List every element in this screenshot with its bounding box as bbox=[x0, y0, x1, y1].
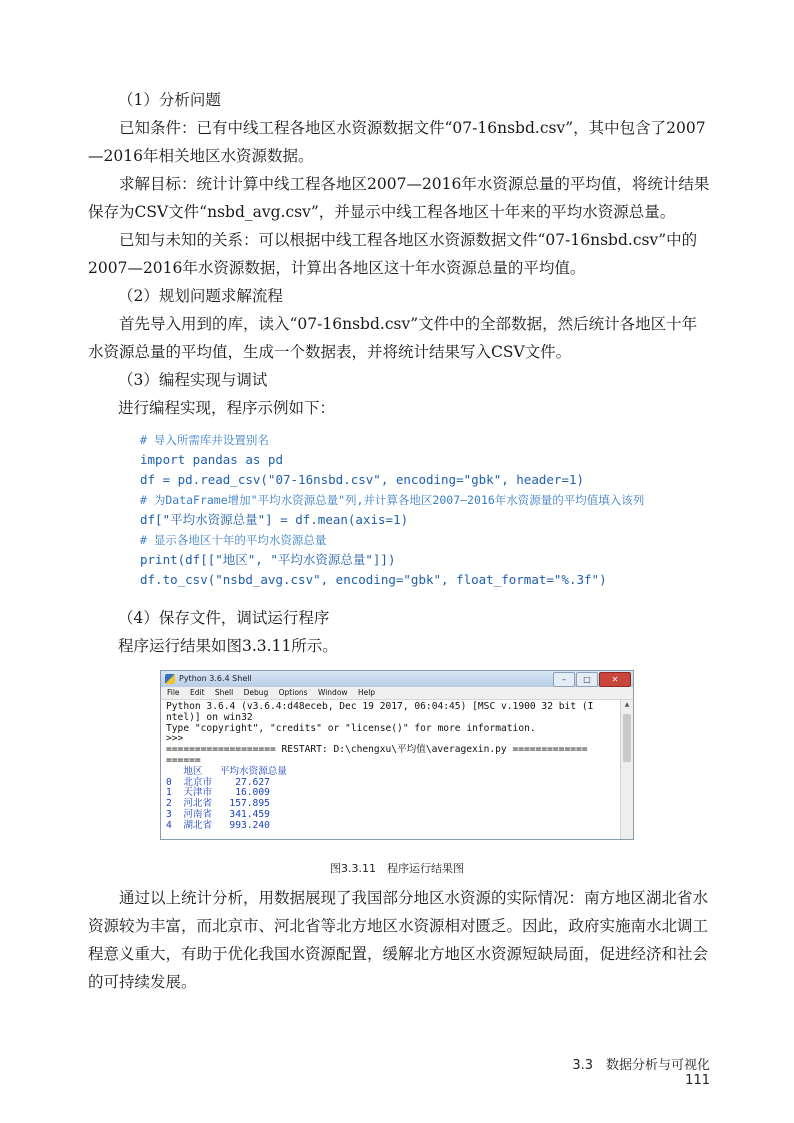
shell-menubar bbox=[161, 687, 633, 700]
shell-title: Python 3.6.4 Shell bbox=[179, 674, 252, 683]
known-conditions-paragraph: 已知条件：已有中线工程各地区水资源数据文件“07-16nsbd.csv”，其中包含了2007—2016年相关地区水资源数据。 bbox=[88, 119, 706, 165]
python-logo-icon bbox=[165, 674, 175, 684]
section-3-heading: （3）编程实现与调试 bbox=[118, 371, 268, 389]
shell-output-row: 2 河北省 157.895 bbox=[166, 798, 270, 810]
shell-output-row: 3 河南省 341.459 bbox=[166, 808, 270, 820]
scroll-thumb[interactable] bbox=[623, 714, 631, 762]
shell-line: =================== RESTART: D:\chengxu\平均值\averagexin.py ============= bbox=[166, 744, 588, 756]
conclusion-paragraph: 通过以上统计分析，用数据展现了我国部分地区水资源的实际情况：南方地区湖北省水资源较为丰富，而北京市、河北省等北方地区水资源相对匮乏。因此，政府实施南水北调工程意义重大，有助于优化我国水资源配置，缓解北方地区水资源短缺局面，促进经济和社会的可持续发展。 bbox=[88, 889, 709, 991]
shell-output-row: 0 北京市 27.627 bbox=[166, 776, 270, 788]
menu-edit[interactable]: Edit bbox=[189, 688, 205, 697]
close-button[interactable]: ✕ bbox=[599, 672, 631, 687]
code-comment: # 显示各地区十年的平均水资源总量 bbox=[140, 533, 327, 547]
shell-line: Python 3.6.4 (v3.6.4:d48eceb, Dec 19 2017, 06:04:45) [MSC v.1900 32 bit (I bbox=[166, 701, 594, 712]
shell-titlebar[interactable] bbox=[161, 671, 633, 687]
menu-debug[interactable]: Debug bbox=[243, 688, 269, 697]
minimize-button[interactable]: – bbox=[553, 672, 575, 687]
menu-shell[interactable]: Shell bbox=[214, 688, 234, 697]
code-comment: # 导入所需库并设置别名 bbox=[140, 433, 269, 447]
code-line: df.to_csv("nsbd_avg.csv", encoding="gbk", float_format="%.3f") bbox=[140, 572, 607, 587]
shell-output-header: 地区 平均水资源总量 bbox=[166, 765, 287, 777]
shell-line: Type "copyright", "credits" or "license()" for more information. bbox=[166, 722, 536, 734]
solve-goal-paragraph: 求解目标：统计计算中线工程各地区2007—2016年水资源总量的平均值，将统计结果保存为CSV文件“nsbd_avg.csv”，并显示中线工程各地区十年来的平均水资源总量。 bbox=[88, 175, 710, 221]
result-intro: 程序运行结果如图3.3.11所示。 bbox=[118, 637, 338, 655]
shell-prompt: >>> bbox=[166, 733, 184, 745]
flow-paragraph: 首先导入用到的库，读入“07-16nsbd.csv”文件中的全部数据，然后统计各地区十年水资源总量的平均值，生成一个数据表，并将统计结果写入CSV文件。 bbox=[88, 315, 698, 361]
code-line: print(df[["地区", "平均水资源总量"]]) bbox=[140, 552, 396, 567]
menu-file[interactable]: File bbox=[167, 688, 180, 697]
shell-output-row: 1 天津市 16.009 bbox=[166, 787, 270, 799]
section-2-heading: （2）规划问题求解流程 bbox=[118, 287, 283, 305]
shell-output-area[interactable] bbox=[161, 700, 621, 839]
code-line: df["平均水资源总量"] = df.mean(axis=1) bbox=[140, 512, 409, 527]
program-intro: 进行编程实现，程序示例如下： bbox=[118, 399, 336, 417]
vertical-scrollbar[interactable] bbox=[620, 700, 633, 839]
code-block bbox=[140, 430, 720, 590]
shell-output-row: 4 湖北省 993.240 bbox=[166, 819, 270, 831]
menu-window[interactable]: Window bbox=[317, 688, 348, 697]
menu-options[interactable]: Options bbox=[278, 688, 308, 697]
menu-help[interactable]: Help bbox=[357, 688, 376, 697]
section-1-heading: （1）分析问题 bbox=[118, 91, 221, 109]
window-controls bbox=[552, 672, 631, 686]
python-shell-window bbox=[160, 670, 634, 840]
shell-line: ====== bbox=[166, 754, 201, 766]
maximize-button[interactable]: □ bbox=[576, 672, 598, 687]
section-4-heading: （4）保存文件，调试运行程序 bbox=[118, 609, 330, 627]
code-line: df = pd.read_csv("07-16nsbd.csv", encoding="gbk", header=1) bbox=[140, 472, 585, 487]
code-comment: # 为DataFrame增加"平均水资源总量"列,并计算各地区2007—2016年水资源量的平均值填入该列 bbox=[140, 493, 645, 507]
known-unknown-paragraph: 已知与未知的关系：可以根据中线工程各地区水资源数据文件“07-16nsbd.csv”中的2007—2016年水资源数据，计算出各地区这十年水资源总量的平均值。 bbox=[88, 231, 698, 277]
page-footer: 3.3 数据分析与可视化 111 bbox=[572, 1058, 724, 1088]
figure-caption: 图3.3.11 程序运行结果图 bbox=[330, 862, 464, 875]
code-line: import pandas as pd bbox=[140, 452, 283, 467]
shell-line: ntel)] on win32 bbox=[166, 711, 253, 723]
scroll-up-icon[interactable]: ▲ bbox=[624, 701, 630, 708]
